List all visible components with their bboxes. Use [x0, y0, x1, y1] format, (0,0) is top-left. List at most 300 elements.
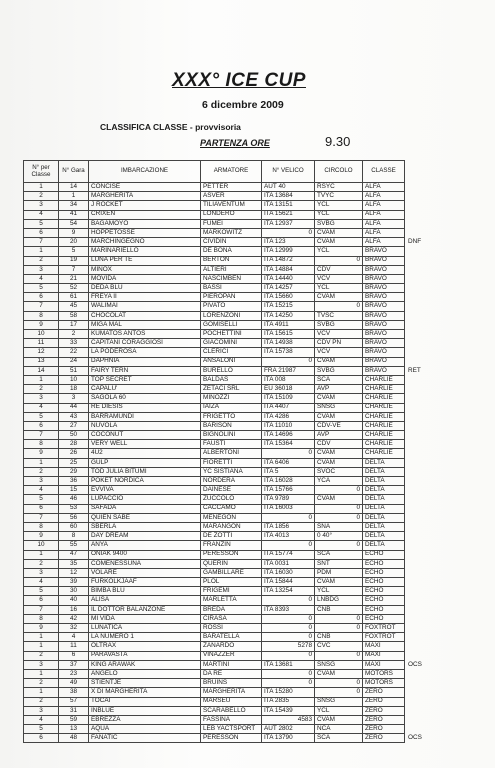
boat-name-cell: FAIRY TERN: [89, 366, 201, 375]
club-cell: YCL: [315, 706, 363, 715]
boat-name-cell: MINOX: [89, 265, 201, 274]
class-cell: DELTA: [363, 458, 405, 467]
class-cell: ECHO: [363, 587, 405, 596]
table-row: [24, 669, 441, 678]
class-rank-cell: 2: [24, 651, 59, 660]
boat-name-cell: LUNATICA: [89, 624, 201, 633]
col-header-class: CLASSE: [363, 161, 405, 183]
sail-number-cell: 0: [262, 624, 315, 633]
race-number-cell: 8: [59, 532, 89, 541]
class-rank-cell: 2: [24, 697, 59, 706]
race-number-cell: 52: [59, 284, 89, 293]
col-header-class-rank: N° per Classe: [24, 161, 59, 183]
class-rank-cell: 7: [24, 605, 59, 614]
note-cell: [405, 228, 441, 237]
table-row: [24, 431, 441, 440]
class-cell: ECHO: [363, 596, 405, 605]
club-cell: CVAM: [315, 715, 363, 724]
boat-name-cell: FREYA II: [89, 293, 201, 302]
boat-name-cell: PARAVASTA: [89, 651, 201, 660]
class-cell: BRAVO: [363, 311, 405, 320]
class-cell: ECHO: [363, 550, 405, 559]
boat-name-cell: BARRAMUNDI: [89, 412, 201, 421]
boat-name-cell: GULP: [89, 458, 201, 467]
note-cell: [405, 421, 441, 430]
club-cell: 0: [315, 624, 363, 633]
col-header-club: CIRCOLO: [315, 161, 363, 183]
owner-cell: GIACOMINI: [201, 339, 262, 348]
race-number-cell: 28: [59, 440, 89, 449]
note-cell: [405, 688, 441, 697]
race-number-cell: 40: [59, 596, 89, 605]
class-rank-cell: 1: [24, 183, 59, 192]
note-cell: [405, 394, 441, 403]
note-cell: [405, 348, 441, 357]
boat-name-cell: CAPALU': [89, 385, 201, 394]
col-header-boat: IMBARCAZIONE: [89, 161, 201, 183]
sail-number-cell: ITA 15660: [262, 293, 315, 302]
note-cell: [405, 559, 441, 568]
owner-cell: BRUINS: [201, 679, 262, 688]
boat-name-cell: MARINARIELLO: [89, 247, 201, 256]
owner-cell: MENEGON: [201, 513, 262, 522]
sail-number-cell: ITA 15621: [262, 210, 315, 219]
class-cell: ZERO: [363, 725, 405, 734]
class-cell: DELTA: [363, 495, 405, 504]
class-cell: MOTORS: [363, 679, 405, 688]
sail-number-cell: ITA 15109: [262, 394, 315, 403]
table-row: [24, 210, 441, 219]
class-cell: BRAVO: [363, 274, 405, 283]
boat-name-cell: FANATIC: [89, 734, 201, 743]
class-cell: ALFA: [363, 238, 405, 247]
club-cell: 0: [315, 679, 363, 688]
note-cell: [405, 320, 441, 329]
owner-cell: FAUSTI: [201, 440, 262, 449]
class-cell: BRAVO: [363, 256, 405, 265]
note-cell: [405, 467, 441, 476]
table-row: [24, 522, 441, 531]
class-cell: DELTA: [363, 477, 405, 486]
club-cell: CVAM: [315, 394, 363, 403]
club-cell: 0: [315, 688, 363, 697]
boat-name-cell: ANYA: [89, 541, 201, 550]
club-cell: CVAM: [315, 458, 363, 467]
table-row: [24, 559, 441, 568]
sail-number-cell: ITA 11010: [262, 421, 315, 430]
sail-number-cell: ITA 1856: [262, 522, 315, 531]
race-number-cell: 60: [59, 522, 89, 531]
owner-cell: MARGHERITA: [201, 688, 262, 697]
sail-number-cell: 0: [262, 679, 315, 688]
sail-number-cell: ITA 14250: [262, 311, 315, 320]
table-row: [24, 642, 441, 651]
table-row: [24, 568, 441, 577]
note-cell: [405, 183, 441, 192]
table-row: [24, 247, 441, 256]
sail-number-cell: ITA 4407: [262, 403, 315, 412]
note-cell: [405, 725, 441, 734]
note-cell: [405, 679, 441, 688]
note-cell: [405, 522, 441, 531]
club-cell: CVAM: [315, 238, 363, 247]
table-row: [24, 633, 441, 642]
club-cell: SCA: [315, 375, 363, 384]
sail-number-cell: ITA 15844: [262, 578, 315, 587]
table-row: [24, 412, 441, 421]
class-cell: CHARLIE: [363, 421, 405, 430]
club-cell: SNT: [315, 559, 363, 568]
sail-number-cell: ITA 15766: [262, 486, 315, 495]
boat-name-cell: ANGELO: [89, 669, 201, 678]
owner-cell: MARTINI: [201, 660, 262, 669]
class-rank-cell: 2: [24, 256, 59, 265]
race-number-cell: 51: [59, 366, 89, 375]
sail-number-cell: ITA 16028: [262, 477, 315, 486]
club-cell: CVAM: [315, 669, 363, 678]
class-cell: CHARLIE: [363, 403, 405, 412]
owner-cell: ASVER: [201, 192, 262, 201]
class-cell: DELTA: [363, 532, 405, 541]
race-number-cell: 2: [59, 330, 89, 339]
owner-cell: DE BONA: [201, 247, 262, 256]
note-cell: [405, 477, 441, 486]
class-rank-cell: 3: [24, 394, 59, 403]
sail-number-cell: ITA 14696: [262, 431, 315, 440]
class-rank-cell: 8: [24, 614, 59, 623]
race-number-cell: 10: [59, 375, 89, 384]
owner-cell: FRIGETTO: [201, 412, 262, 421]
class-rank-cell: 8: [24, 440, 59, 449]
note-cell: [405, 219, 441, 228]
boat-name-cell: 4U2: [89, 449, 201, 458]
club-cell: AVP: [315, 431, 363, 440]
race-number-cell: 5: [59, 247, 89, 256]
class-cell: DELTA: [363, 541, 405, 550]
class-rank-cell: 7: [24, 431, 59, 440]
sail-number-cell: ITA 14872: [262, 256, 315, 265]
owner-cell: FASSINA: [201, 715, 262, 724]
class-rank-cell: 10: [24, 330, 59, 339]
club-cell: CVAM: [315, 293, 363, 302]
club-cell: CVAM: [315, 449, 363, 458]
class-rank-cell: 2: [24, 467, 59, 476]
owner-cell: FIORETTI: [201, 458, 262, 467]
club-cell: SVOC: [315, 467, 363, 476]
club-cell: PDM: [315, 568, 363, 577]
race-number-cell: 21: [59, 274, 89, 283]
note-cell: [405, 440, 441, 449]
sail-number-cell: AUT 2802: [262, 725, 315, 734]
club-cell: SCA: [315, 734, 363, 743]
club-cell: CVAM: [315, 495, 363, 504]
class-rank-cell: 8: [24, 522, 59, 531]
club-cell: VCV: [315, 348, 363, 357]
sail-number-cell: ITA 8393: [262, 605, 315, 614]
col-header-note: [405, 161, 441, 183]
boat-name-cell: EBREZZA: [89, 715, 201, 724]
sail-number-cell: 0: [262, 228, 315, 237]
class-rank-cell: 1: [24, 633, 59, 642]
boat-name-cell: CAPITANI CORAGGIOSI: [89, 339, 201, 348]
class-rank-cell: 5: [24, 219, 59, 228]
club-cell: CDV: [315, 265, 363, 274]
race-number-cell: 14: [59, 183, 89, 192]
owner-cell: QUERIN: [201, 559, 262, 568]
club-cell: CVAM: [315, 357, 363, 366]
note-cell: [405, 403, 441, 412]
club-cell: SNSG: [315, 660, 363, 669]
boat-name-cell: MOVIDA: [89, 274, 201, 283]
owner-cell: DAINESE: [201, 486, 262, 495]
table-row: [24, 495, 441, 504]
class-cell: MOTORS: [363, 669, 405, 678]
boat-name-cell: LUPACCIO: [89, 495, 201, 504]
club-cell: 0: [315, 513, 363, 522]
sail-number-cell: 4583: [262, 715, 315, 724]
boat-name-cell: FURKOLKJAAF: [89, 578, 201, 587]
class-cell: CHARLIE: [363, 375, 405, 384]
class-rank-cell: 10: [24, 541, 59, 550]
class-rank-cell: 12: [24, 348, 59, 357]
club-cell: SNSG: [315, 403, 363, 412]
owner-cell: ANSALONI: [201, 357, 262, 366]
note-cell: [405, 357, 441, 366]
race-number-cell: 20: [59, 238, 89, 247]
race-number-cell: 57: [59, 697, 89, 706]
class-rank-cell: 7: [24, 302, 59, 311]
note-cell: [405, 669, 441, 678]
sail-number-cell: ITA 123: [262, 238, 315, 247]
table-row: [24, 293, 441, 302]
race-number-cell: 36: [59, 477, 89, 486]
class-rank-cell: 9: [24, 532, 59, 541]
owner-cell: VINAZZER: [201, 651, 262, 660]
class-rank-cell: 8: [24, 311, 59, 320]
sail-number-cell: ITA 13790: [262, 734, 315, 743]
class-rank-cell: 6: [24, 504, 59, 513]
table-row: [24, 421, 441, 430]
class-cell: ECHO: [363, 605, 405, 614]
note-cell: [405, 247, 441, 256]
class-rank-cell: 9: [24, 320, 59, 329]
boat-name-cell: X DI MARGHERITA: [89, 688, 201, 697]
table-row: [24, 357, 441, 366]
owner-cell: PERESSON: [201, 734, 262, 743]
sail-number-cell: 0: [262, 633, 315, 642]
table-row: [24, 458, 441, 467]
club-cell: NCA: [315, 725, 363, 734]
club-cell: YCA: [315, 477, 363, 486]
table-row: [24, 541, 441, 550]
table-row: [24, 366, 441, 375]
class-cell: BRAVO: [363, 265, 405, 274]
owner-cell: MARANGON: [201, 522, 262, 531]
class-rank-cell: 3: [24, 660, 59, 669]
class-rank-cell: 13: [24, 357, 59, 366]
race-number-cell: 54: [59, 219, 89, 228]
class-cell: BRAVO: [363, 366, 405, 375]
boat-name-cell: BIMBA BLU: [89, 587, 201, 596]
class-cell: BRAVO: [363, 320, 405, 329]
owner-cell: CACCAMO: [201, 504, 262, 513]
owner-cell: PLOL: [201, 578, 262, 587]
table-row: [24, 504, 441, 513]
boat-name-cell: SBERLA: [89, 522, 201, 531]
class-cell: BRAVO: [363, 348, 405, 357]
sail-number-cell: 0: [262, 614, 315, 623]
boat-name-cell: RE DIESIS: [89, 403, 201, 412]
table-row: [24, 403, 441, 412]
race-number-cell: 29: [59, 467, 89, 476]
class-cell: MAXI: [363, 651, 405, 660]
sail-number-cell: ITA 13684: [262, 192, 315, 201]
note-cell: [405, 210, 441, 219]
class-cell: DELTA: [363, 504, 405, 513]
table-header-row: [24, 161, 441, 183]
race-number-cell: 4: [59, 633, 89, 642]
race-number-cell: 27: [59, 421, 89, 430]
table-row: [24, 688, 441, 697]
race-number-cell: 11: [59, 642, 89, 651]
note-cell: [405, 550, 441, 559]
owner-cell: ZUCCOLO: [201, 495, 262, 504]
club-cell: TVYC: [315, 192, 363, 201]
class-rank-cell: 1: [24, 247, 59, 256]
boat-name-cell: INBLUE: [89, 706, 201, 715]
owner-cell: BREDA: [201, 605, 262, 614]
table-row: [24, 385, 441, 394]
class-cell: DELTA: [363, 467, 405, 476]
owner-cell: BURELLO: [201, 366, 262, 375]
table-row: [24, 302, 441, 311]
race-number-cell: 59: [59, 715, 89, 724]
owner-cell: PIEROPAN: [201, 293, 262, 302]
class-rank-cell: 4: [24, 403, 59, 412]
class-cell: CHARLIE: [363, 385, 405, 394]
club-cell: 0: [315, 614, 363, 623]
owner-cell: FRIGEMI: [201, 587, 262, 596]
race-number-cell: 44: [59, 403, 89, 412]
sail-number-cell: ITA 14884: [262, 265, 315, 274]
boat-name-cell: SAGOLA 60: [89, 394, 201, 403]
race-number-cell: 9: [59, 228, 89, 237]
class-cell: CHARLIE: [363, 412, 405, 421]
boat-name-cell: TOD JULIA BITUMI: [89, 467, 201, 476]
race-number-cell: 24: [59, 357, 89, 366]
club-cell: YCL: [315, 587, 363, 596]
class-cell: ALFA: [363, 201, 405, 210]
class-rank-cell: 2: [24, 559, 59, 568]
boat-name-cell: WALIMAI: [89, 302, 201, 311]
note-cell: [405, 605, 441, 614]
table-row: [24, 265, 441, 274]
owner-cell: NORDERA: [201, 477, 262, 486]
boat-name-cell: TOP SECRET: [89, 375, 201, 384]
club-cell: SNA: [315, 522, 363, 531]
owner-cell: PETTER: [201, 183, 262, 192]
sail-number-cell: ITA 14440: [262, 274, 315, 283]
owner-cell: MINOZZI: [201, 394, 262, 403]
table-row: [24, 256, 441, 265]
race-number-cell: 15: [59, 486, 89, 495]
boat-name-cell: EVVIVA: [89, 486, 201, 495]
sail-number-cell: 0: [262, 651, 315, 660]
class-rank-cell: 2: [24, 192, 59, 201]
sail-number-cell: ITA 15280: [262, 688, 315, 697]
club-cell: CVAM: [315, 228, 363, 237]
class-cell: ZERO: [363, 715, 405, 724]
col-header-race-number: N° Gara: [59, 161, 89, 183]
race-number-cell: 38: [59, 688, 89, 697]
owner-cell: IAIZA: [201, 403, 262, 412]
note-cell: [405, 697, 441, 706]
club-cell: YCL: [315, 210, 363, 219]
class-cell: ECHO: [363, 568, 405, 577]
table-row: [24, 596, 441, 605]
table-row: [24, 605, 441, 614]
note-cell: [405, 706, 441, 715]
sail-number-cell: 0: [262, 596, 315, 605]
owner-cell: BERTON: [201, 256, 262, 265]
race-number-cell: 58: [59, 311, 89, 320]
table-row: [24, 284, 441, 293]
note-cell: [405, 651, 441, 660]
note-cell: [405, 504, 441, 513]
class-cell: BRAVO: [363, 247, 405, 256]
class-rank-cell: 1: [24, 375, 59, 384]
page-title: XXX° ICE CUP: [172, 70, 306, 91]
note-cell: [405, 614, 441, 623]
class-cell: CHARLIE: [363, 394, 405, 403]
boat-name-cell: VOLARE: [89, 568, 201, 577]
club-cell: 0: [315, 651, 363, 660]
table-row: [24, 330, 441, 339]
boat-name-cell: CRIXEN: [89, 210, 201, 219]
sail-number-cell: ITA 4013: [262, 532, 315, 541]
note-cell: [405, 513, 441, 522]
boat-name-cell: NUVOLA: [89, 421, 201, 430]
race-number-cell: 6: [59, 651, 89, 660]
class-rank-cell: 9: [24, 449, 59, 458]
race-number-cell: 32: [59, 624, 89, 633]
race-number-cell: 16: [59, 605, 89, 614]
note-cell: OCS: [408, 660, 422, 668]
class-cell: DELTA: [363, 522, 405, 531]
boat-name-cell: J ROCKET: [89, 201, 201, 210]
class-cell: ALFA: [363, 210, 405, 219]
owner-cell: GAMBILLARE: [201, 568, 262, 577]
note-cell: [405, 302, 441, 311]
boat-name-cell: VERY WELL: [89, 440, 201, 449]
class-rank-cell: 6: [24, 228, 59, 237]
class-cell: ECHO: [363, 578, 405, 587]
sail-number-cell: ITA 4911: [262, 320, 315, 329]
class-rank-cell: 5: [24, 587, 59, 596]
class-rank-cell: 5: [24, 284, 59, 293]
start-label: PARTENZA ORE: [200, 138, 270, 148]
club-cell: 0: [315, 256, 363, 265]
class-cell: BRAVO: [363, 302, 405, 311]
race-number-cell: 56: [59, 513, 89, 522]
race-number-cell: 34: [59, 201, 89, 210]
owner-cell: LORENZONI: [201, 311, 262, 320]
race-number-cell: 33: [59, 339, 89, 348]
boat-name-cell: HOPPETOSSE: [89, 228, 201, 237]
table-row: [24, 238, 441, 247]
boat-name-cell: MIGA MAL: [89, 320, 201, 329]
sail-number-cell: ITA 13151: [262, 201, 315, 210]
